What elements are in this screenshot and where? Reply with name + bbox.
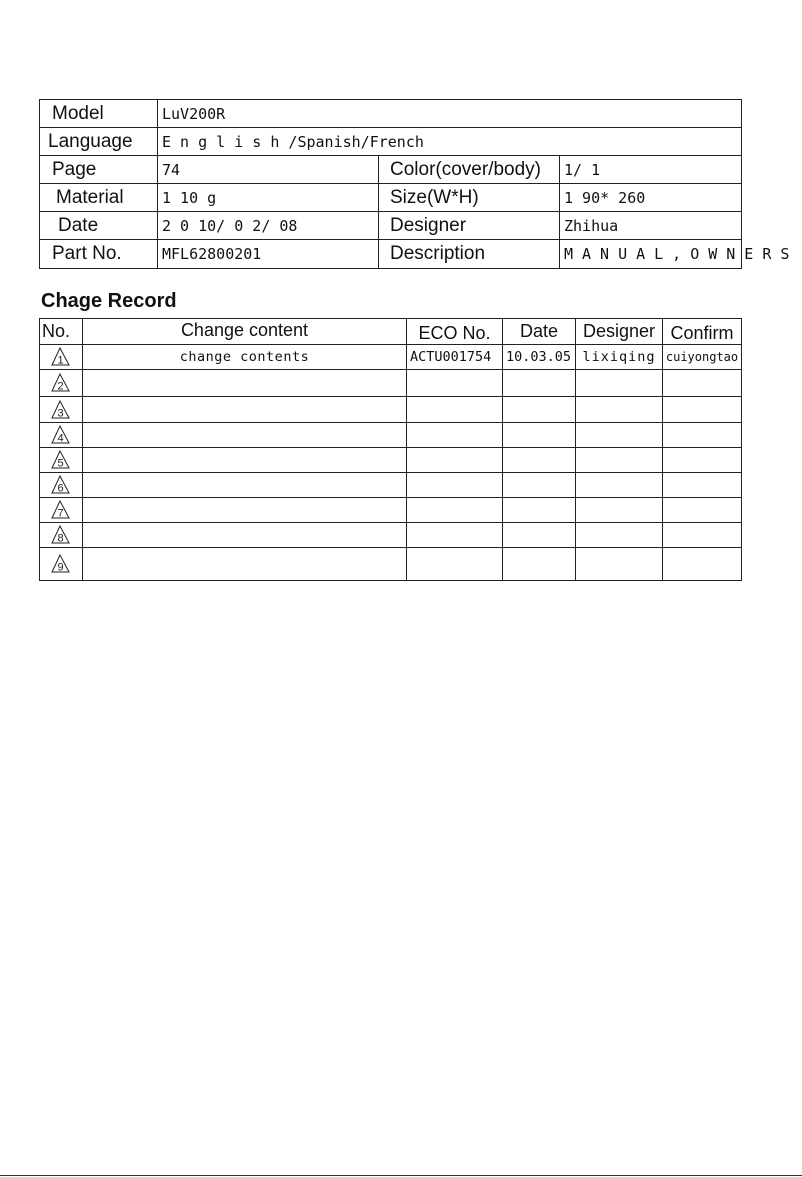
revision-number: 5 [57,457,64,470]
date-cell [502,497,576,523]
header-confirm: Confirm [662,318,742,345]
row-no-cell [39,369,83,397]
row-no-cell [39,422,83,448]
triangle-revision-icon [50,450,72,470]
size-value: 1 90* 260 [559,183,742,212]
date-cell [502,422,576,448]
eco-cell [406,396,503,423]
model-value: LuV200R [157,99,742,128]
header-date: Date [502,318,576,345]
content-cell [82,447,407,473]
triangle-revision-icon [50,347,72,367]
triangle-revision-icon [50,475,72,495]
revision-number: 1 [57,354,64,367]
triangle-revision-icon [50,373,72,393]
designer-cell [575,547,663,581]
description-cell [559,239,799,269]
designer-cell [575,396,663,423]
color-label: Color(cover/body) [378,155,560,184]
designer-cell [575,472,663,498]
page-value: 74 [157,155,379,184]
description-label: Description [378,239,560,269]
confirm-cell [662,447,742,473]
designer-cell [575,497,663,523]
revision-number: 8 [57,532,64,545]
content-cell [82,472,407,498]
content-cell: change contents [82,344,407,370]
revision-number: 4 [57,432,64,445]
date-cell [502,522,576,548]
triangle-revision-icon [50,554,72,574]
header-no: No. [39,318,83,345]
row-no-cell [39,547,83,581]
designer-cell [575,522,663,548]
designer-cell [575,447,663,473]
color-value: 1/ 1 [559,155,742,184]
revision-number: 7 [57,507,64,520]
content-cell [82,522,407,548]
confirm-cell [662,422,742,448]
change-record-title: Chage Record [41,290,177,312]
page-bottom-rule [0,1175,802,1176]
eco-cell [406,497,503,523]
eco-cell [406,447,503,473]
content-cell [82,422,407,448]
confirm-cell [662,369,742,397]
designer-cell [575,422,663,448]
confirm-cell [662,547,742,581]
row-no-cell [39,522,83,548]
eco-cell [406,369,503,397]
header-change-content: Change content [82,318,407,345]
material-label: Material [39,183,158,212]
revision-number: 2 [57,380,64,393]
confirm-cell [662,497,742,523]
designer-cell: lixiqing [575,344,663,370]
language-value: E n g l i s h /Spanish/French [157,127,742,156]
triangle-revision-icon [50,400,72,420]
designer-label: Designer [378,211,560,240]
date-cell: 10.03.05 [502,344,576,370]
designer-value: Zhihua [559,211,742,240]
designer-cell [575,369,663,397]
part-no-value: MFL62800201 [157,239,379,269]
content-cell [82,396,407,423]
row-no-cell [39,497,83,523]
eco-cell [406,422,503,448]
model-label: Model [39,99,158,128]
date-label: Date [39,211,158,240]
confirm-cell: cuiyongtao [662,344,742,370]
part-no-label: Part No. [39,239,158,269]
description-value: MANUAL,OWNERS [564,245,799,263]
date-cell [502,396,576,423]
page-label: Page [39,155,158,184]
eco-cell [406,522,503,548]
date-value: 2 0 10/ 0 2/ 08 [157,211,379,240]
header-designer: Designer [575,318,663,345]
content-cell [82,497,407,523]
confirm-cell [662,396,742,423]
row-no-cell [39,472,83,498]
triangle-revision-icon [50,425,72,445]
material-value: 1 10 g [157,183,379,212]
eco-cell: ACTU001754 [406,344,503,370]
revision-number: 9 [57,561,64,574]
triangle-revision-icon [50,525,72,545]
content-cell [82,547,407,581]
row-no-cell [39,396,83,423]
change-record-table [39,318,742,581]
date-cell [502,472,576,498]
header-eco-no: ECO No. [406,318,503,345]
language-label: Language [39,127,158,156]
date-cell [502,447,576,473]
content-cell [82,369,407,397]
row-no-cell [39,447,83,473]
date-cell [502,547,576,581]
revision-number: 6 [57,482,64,495]
confirm-cell [662,522,742,548]
revision-number: 3 [57,407,64,419]
triangle-revision-icon [50,500,72,520]
eco-cell [406,472,503,498]
date-cell [502,369,576,397]
row-no-cell [39,344,83,370]
confirm-cell [662,472,742,498]
eco-cell [406,547,503,581]
size-label: Size(W*H) [378,183,560,212]
spec-table [39,99,799,269]
